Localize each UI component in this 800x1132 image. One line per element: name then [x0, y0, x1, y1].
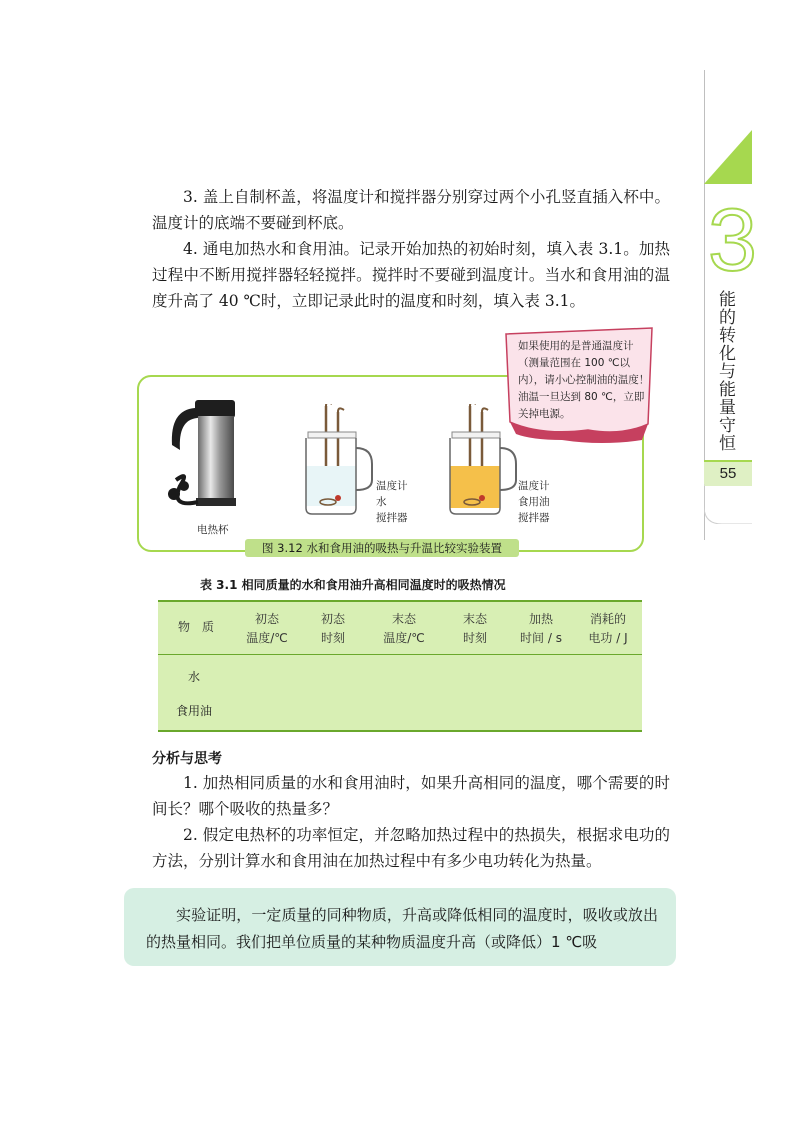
table-header-initial-temp: 初态 温度/℃ [246, 612, 288, 645]
oil-thermometer-label: 温度计 [518, 480, 550, 492]
chapter-title: 能的转化与能量守恒 [715, 290, 735, 452]
analysis-question-1: 1. 加热相同质量的水和食用油时，如果升高相同的温度，哪个需要的时间长？哪个吸收的热量多？ [152, 774, 670, 818]
table-row-water: 水 [188, 670, 201, 684]
table-header-heating-time: 加热 时间 / s [520, 612, 562, 645]
kettle-label: 电热杯 [197, 524, 229, 536]
table-header-final-time: 末态 时刻 [462, 612, 487, 645]
page-number: 55 [704, 460, 752, 486]
table-header-electric-work: 消耗的 电功 / J [588, 612, 628, 645]
chapter-tab-triangle [704, 130, 752, 184]
table-header-initial-time: 初态 时刻 [320, 612, 345, 645]
table-header-final-temp: 末态 温度/℃ [383, 612, 425, 645]
table-header-substance: 物 质 [177, 620, 214, 634]
water-label: 水 [376, 496, 387, 508]
data-table [158, 600, 642, 732]
table-title: 表 3.1 相同质量的水和食用油升高相同温度时的吸热情况 [200, 578, 506, 592]
analysis-question-2: 2. 假定电热杯的功率恒定，并忽略加热过程中的热损失，根据求电功的方法，分别计算水和食用油在加热过程中有多少电功转化为热量。 [152, 826, 670, 870]
warning-note-text: 如果使用的是普通温度计（测量范围在 100 ℃以内），请小心控制油的温度！油温一旦达到 80 ℃，立即关掉电源。 [518, 340, 650, 420]
water-stirrer-label: 搅拌器 [376, 512, 408, 524]
step-3-text: 3. 盖上自制杯盖，将温度计和搅拌器分别穿过两个小孔竖直插入杯中。温度计的底端不要碰到杯底。 [152, 188, 670, 232]
electric-kettle-illustration [150, 390, 260, 520]
figure-caption: 图 3.12 水和食用油的吸热与升温比较实验装置 [245, 539, 519, 557]
oil-stirrer-label: 搅拌器 [518, 512, 550, 524]
conclusion-text: 实验证明，一定质量的同种物质，升高或降低相同的温度时，吸收或放出的热量相同。我们把单位质量的某种物质温度升高（或降低）1 ℃吸 [146, 906, 658, 951]
chapter-number: 3 [708, 190, 757, 289]
table-header-divider [158, 654, 642, 655]
water-thermometer-label: 温度计 [376, 480, 408, 492]
water-beaker-illustration [300, 404, 380, 520]
side-tab-corner [704, 484, 752, 524]
oil-label: 食用油 [518, 496, 550, 508]
warning-note [502, 324, 662, 444]
table-row-oil: 食用油 [176, 704, 213, 718]
step-4-text: 4. 通电加热水和食用油。记录开始加热的初始时刻，填入表 3.1。加热过程中不断用搅拌器轻轻搅拌。搅拌时不要碰到温度计。当水和食用油的温度升高了 40 ℃时，立即记录此时的温度和时刻，填入表 3.1。 [152, 240, 670, 310]
analysis-title: 分析与思考 [152, 751, 222, 767]
